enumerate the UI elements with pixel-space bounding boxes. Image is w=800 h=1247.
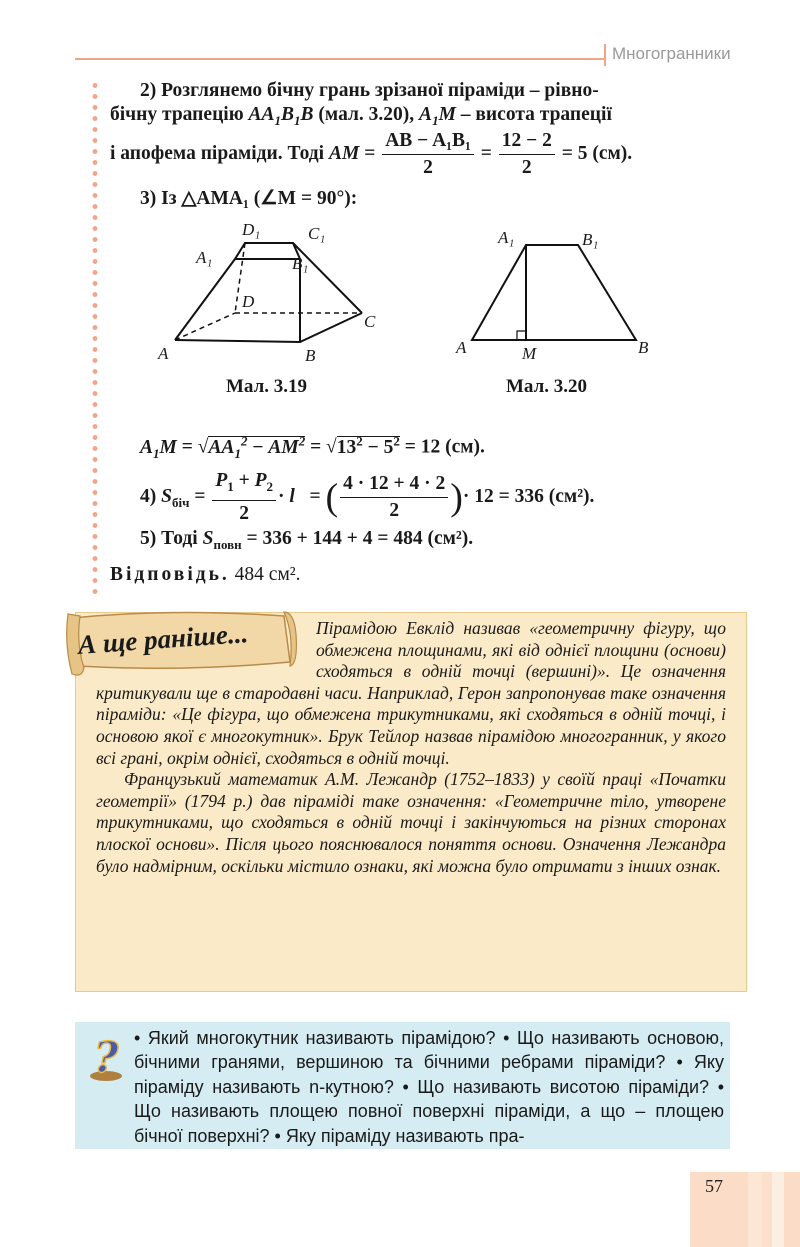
header-rule	[75, 58, 605, 60]
label-b: B	[305, 346, 316, 365]
label-c1: C₁	[308, 224, 326, 243]
caption-fig-3-20: Мал. 3.20	[506, 376, 588, 397]
label-a: A	[158, 344, 169, 363]
figure-3-19-frustum	[150, 215, 390, 365]
label-d1: D₁	[242, 220, 261, 239]
margin-dots	[92, 80, 98, 595]
step5: 5) Тоді $S_{повн} = 336 + 144 + 4 = 484$ (см²).	[140, 528, 474, 552]
step2-line2: бічну трапецію $AA_1B_1B$ (мал. 3.20), $A_1M$ – висота трапеції	[110, 104, 612, 128]
label-b1: B₁	[292, 254, 309, 273]
label-d: D	[242, 292, 255, 311]
label-a-trap: A	[456, 338, 467, 357]
step2-line3: і апофема піраміди. Тодi AM = $\frac{\text{AB − A₁B₁}}{2}$ = $\frac{12 - 2}{2}$ = 5 (см).	[110, 128, 632, 181]
step2-line1: 2) Розглянемо бічну грань зрізаної піраміди – рівно-	[140, 80, 599, 101]
fraction-am: $\frac{\text{AB − A₁B₁}}{2}$	[382, 128, 474, 181]
header-rule-tick	[604, 44, 606, 66]
label-b-trap: B	[638, 338, 649, 357]
review-questions: • Який многокутник називають пірамідою? • Що називають основою, бічними гранями, вершиною та бічними ребрами піраміди? • Яку піраміду називають n-кутною? • Що називають висотою піраміди? • Що називають площею повної поверхні піраміди, а що – площею бічної поверхні? • Яку піраміду називають пра-	[134, 1028, 724, 1146]
label-c: C	[364, 312, 376, 331]
history-title: А ще раніше...	[77, 618, 250, 660]
calc-a1m: $A_1M = √AA_1^2 - AM^2 = √13^2 - 5^2 = 12$ (см).	[140, 433, 485, 461]
step3-text: 3) Із △AMA₁ (∠M = 90°):	[140, 188, 358, 209]
fraction-am-values: $\frac{12 - 2}{2}$	[499, 128, 555, 181]
label-b1-trap: B₁	[582, 230, 599, 249]
history-text	[96, 618, 726, 877]
label-a1: A₁	[196, 248, 213, 267]
page-number: 57	[705, 1176, 723, 1196]
answer: Відповідь. 484 см².	[110, 564, 301, 585]
history-paragraph-1: Пірамідою Евклід називав «геометричну фігуру, що обмежена площинами, які від однієї площини (основи) сходяться в одній точці (вершині)». Це означення критикували ще в стародавні часи. Наприклад, Герон запропонував таке означення піраміди: «Це фігура, що обмежена трикутниками, які сходяться в одній точці, і основою якої є многокутник». Брук Тейлор назвав пірамідою многогранник, у якого всі грані, окрім однієї, сходяться в одній точці.	[96, 618, 726, 768]
section-title: Многогранники	[612, 44, 731, 63]
svg-text:?: ?	[93, 1033, 119, 1082]
step4-formula: 4) $S_{біч}$ = $\frac{P_1 + P_2}{2}$ · l = ( $\frac{4 \cdot 12 + 4 \cdot 2}{2}$ )· 12 = 336 (см²).	[140, 470, 595, 524]
history-paragraph-2: Французький математик А.М. Лежандр (1752–1833) у своїй праці «Початки геометрії» (1794 р.) дав піраміді таке означення: «Геометричне тіло, утворене трикутниками, що сходяться в одній точці і закінчуються на різних сторонах плоскої основи». Після цього пояснювалося поняття основи. Означення Лежандра було надмірним, оскільки містило ознаки, які можна було отримати з інших ознак.	[96, 769, 726, 876]
figure-3-20-trapezoid	[460, 232, 660, 352]
caption-fig-3-19: Мал. 3.19	[226, 376, 308, 397]
label-a1-trap: A₁	[498, 228, 515, 247]
label-m-trap: M	[522, 344, 537, 363]
question-icon	[84, 1032, 128, 1084]
